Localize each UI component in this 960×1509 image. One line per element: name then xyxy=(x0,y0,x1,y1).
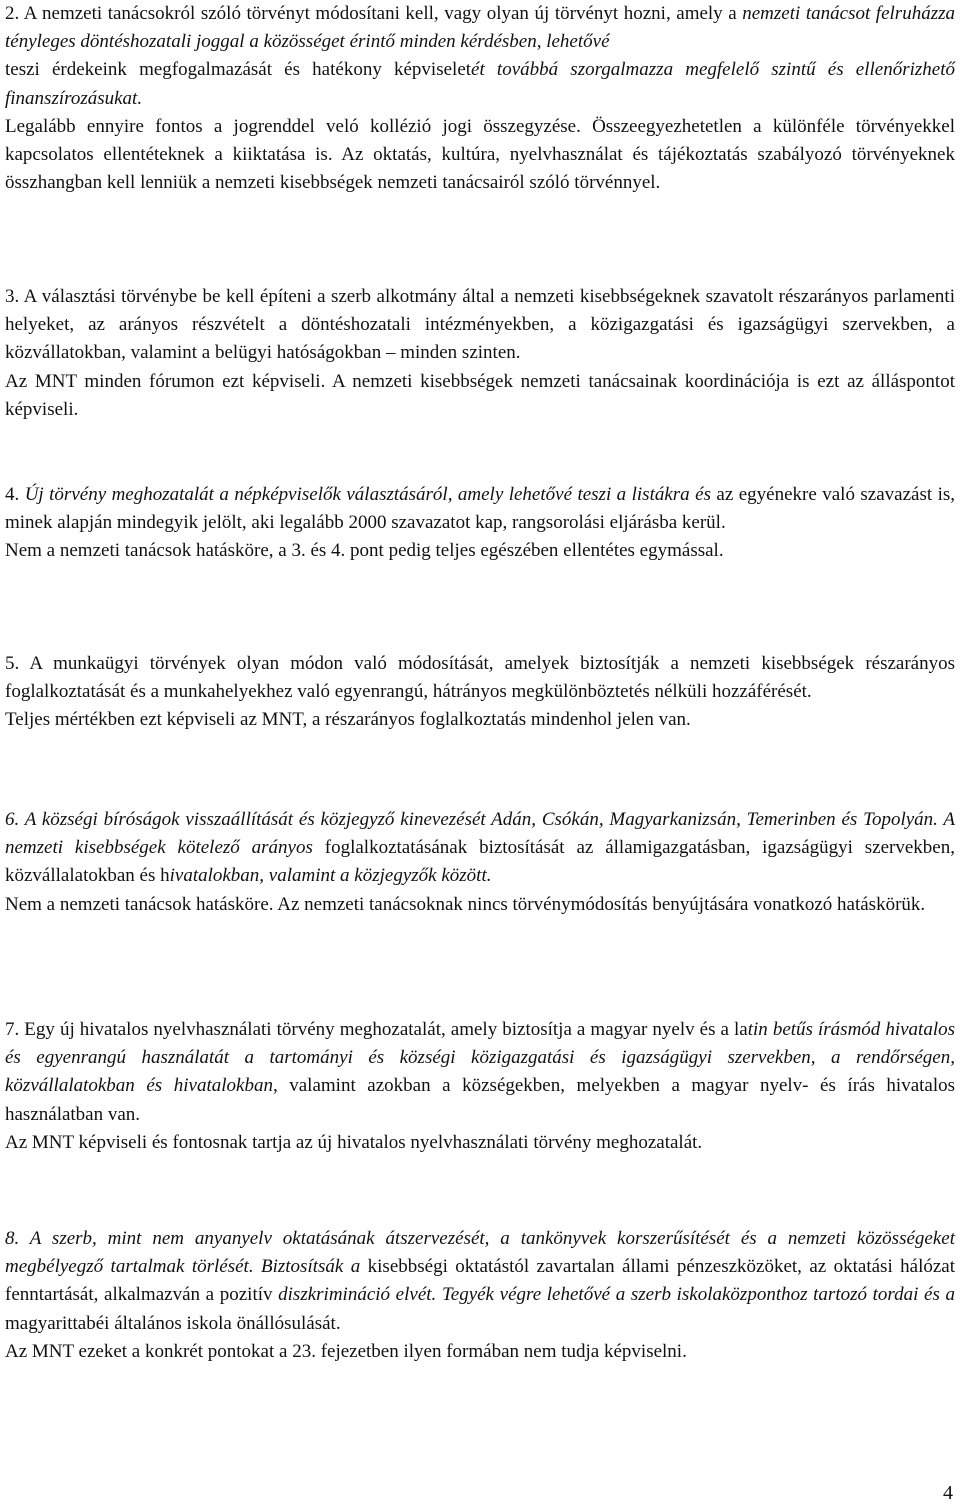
text-run-italic: Új törvény meghozatalát a népképviselők választásáról, amely lehetővé teszi a listákra és xyxy=(24,484,711,505)
section-5-paragraph-1: 5. A munkaügyi törvények olyan módon való módosítását, amelyek biztosítják a nemzeti kisebbségek részarányos foglalkoztatását és a munkahelyekhez való egyenrangú, hátrányos megkülönböztetés nélküli hozzáférését. xyxy=(5,653,955,703)
section-5 xyxy=(5,650,955,735)
text-run: foglalkoztatásának biztosítását az államigazgatásban, igazságügyi szervekben, közvállalatokban és h xyxy=(5,837,955,887)
section-3-paragraph-1: 3. A választási törvénybe be kell építeni a szerb alkotmány által a nemzeti kisebbségeknek szavatolt részarányos parlamenti helyeket, az arányos részvételt a döntéshozatali intézményekben, a közigazgatási és igazságügyi szervekben, a közvállatokban, valamint a belügyi hatóságokban – minden szinten. xyxy=(5,286,955,364)
text-run-italic: 6. A községi bíróságok visszaállítását és közjegyző kinevezését Adán, Csókán, Magyarkanizsán, Temerinben és Topolyán. A nemzeti kisebbségek kötelező arányos xyxy=(5,809,955,859)
section-7 xyxy=(5,1016,955,1157)
section-8-paragraph-1 xyxy=(5,1225,955,1338)
section-3-paragraph-2: Az MNT minden fórumon ezt képviseli. A nemzeti kisebbségek nemzeti tanácsainak koordinációja is ezt az álláspontot képviseli. xyxy=(5,370,955,420)
text-run-italic: ét továbbá szorgalmazza megfelelő szintű és ellenőrizhető finanszírozásukat. xyxy=(5,59,955,109)
text-run-italic: diszkrimináció elvét. Tegyék végre lehetővé a szerb iskolaközponthoz tartozó tordai és a xyxy=(278,1284,955,1306)
page-number: 4 xyxy=(943,1482,953,1504)
text-run-italic: tin betűs írásmód hivatalos és egyenrangú használatát a tartományi és községi közigazgatási és igazságügyi szervekben, a rendőrségen, közvállalatokban és hivatalokban, xyxy=(5,1019,955,1097)
text-run: valamint azokban a községekben, melyekben a magyar nyelv- és írás hivatalos használatban van. xyxy=(5,1075,956,1125)
text-run-italic: nemzeti tanácsot felruházza tényleges döntéshozatali joggal a közösséget érintő minden kérdésben, lehetővé xyxy=(5,3,955,53)
section-7-paragraph-2: Az MNT képviseli és fontosnak tartja az új hivatalos nyelvhasználati törvény meghozatalát. xyxy=(5,1131,703,1153)
text-run: kisebbségi oktatástól zavartalan állami pénzeszközöket, az oktatási hálózat fenntartását, alkalmazván a pozitív xyxy=(5,1256,955,1306)
section-5-paragraph-2: Teljes mértékben ezt képviseli az MNT, a részarányos foglalkoztatás mindenhol jelen van. xyxy=(5,709,691,731)
section-2 xyxy=(5,0,955,197)
section-8 xyxy=(5,1225,955,1366)
section-6-paragraph-2: Nem a nemzeti tanácsok hatásköre. Az nemzeti tanácsoknak nincs törvénymódosítás benyújtására vonatkozó hatáskörük. xyxy=(5,893,926,915)
section-3 xyxy=(5,283,955,424)
section-2-paragraph-2: Legalább ennyire fontos a jogrenddel veló kollézió jogi összegyzése. Összeegyezhetetlen a különféle törvényekkel kapcsolatos ellentéteknek a kiiktatása is. Az oktatás, kultúra, nyelvhasználat és tájékoztatás szabályozó törvényeknek összhangban kell lenniük a nemzeti kisebbségek nemzeti tanácsairól szóló törvénnyel. xyxy=(5,115,955,194)
section-4-paragraph-1 xyxy=(5,481,955,537)
text-run: magyarittabéi általános iskola önállósulását. xyxy=(5,1312,341,1334)
section-2-paragraph-1 xyxy=(5,0,955,113)
text-run: az egyénekre való szavazást is, minek alapján mindegyik jelölt, aki legalább 2000 szavazatot kap, rangsorolási eljárásba kerül. xyxy=(5,484,956,534)
section-4-paragraph-2: Nem a nemzeti tanácsok hatásköre, a 3. és 4. pont pedig teljes egészében ellentétes egymással. xyxy=(5,540,724,562)
text-run-italic: ivatalokban, valamint a közjegyzők között. xyxy=(169,865,492,887)
section-6-paragraph-1 xyxy=(5,806,955,891)
text-run: 4. xyxy=(5,484,25,505)
section-8-paragraph-2: Az MNT ezeket a konkrét pontokat a 23. fejezetben ilyen formában nem tudja képviselni. xyxy=(5,1340,687,1362)
text-run: 2. A nemzeti tanácsokról szóló törvényt módosítani kell, vagy olyan új törvényt hozni, amely a xyxy=(5,3,743,24)
text-run: teszi érdekeink megfogalmazását és hatékony képviselet xyxy=(5,59,472,81)
section-6 xyxy=(5,806,955,919)
text-run: 7. Egy új hivatalos nyelvhasználati törvény meghozatalát, amely biztosítja a magyar nyelv és a la xyxy=(5,1019,748,1040)
section-7-paragraph-1 xyxy=(5,1016,955,1129)
text-run-italic: 8. A szerb, mint nem anyanyelv oktatásának átszervezését, a tankönyvek korszerűsítését és a nemzeti közösségeket megbélyegző tartalmak törlését. Biztosítsák a xyxy=(5,1228,955,1278)
section-4 xyxy=(5,481,955,566)
